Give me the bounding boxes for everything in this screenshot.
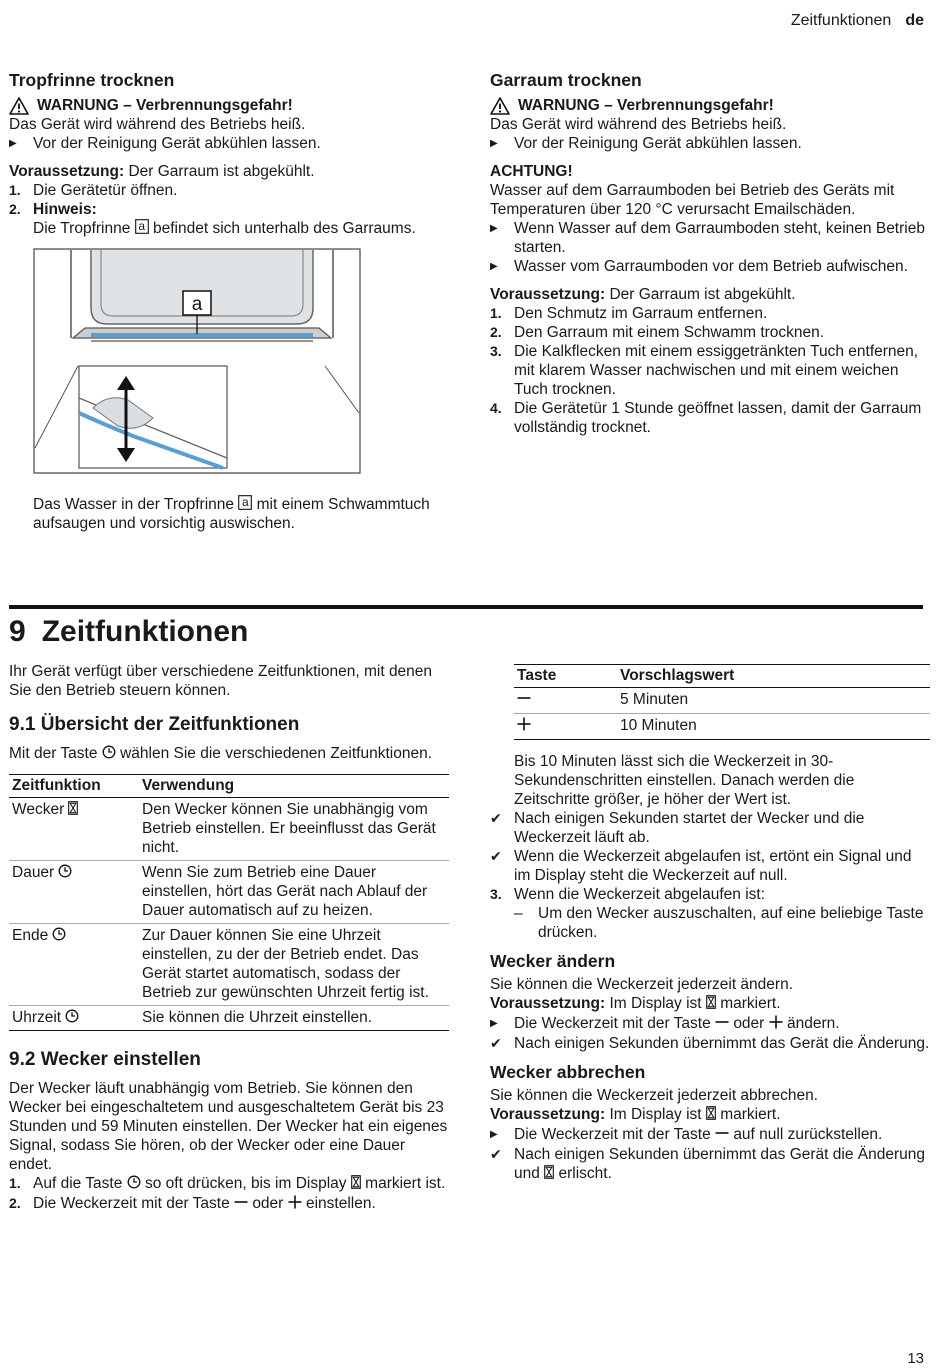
increment-note: Bis 10 Minuten lässt sich die Weckerzeit in 30-Sekundenschritten einstellen. Danach werden die Zeitschritte größer, je höher der Wert ist. <box>514 753 855 808</box>
cancel-result: ✔ Nach einigen Sekunden übernimmt das Gerät die Änderung und erlischt. <box>490 1146 926 1182</box>
table-header: Verwendung <box>139 775 449 798</box>
section-tropfrinne <box>9 70 439 533</box>
garraum-title: Garraum trocknen <box>490 70 642 90</box>
prerequisite: Voraussetzung: Der Garraum ist abgekühlt. <box>490 286 796 303</box>
warning-label: WARNUNG – Verbrennungsgefahr! <box>37 97 293 114</box>
bullet-arrow-icon: ▶ <box>490 1129 498 1140</box>
tropfrinne-title: Tropfrinne trocknen <box>9 70 175 90</box>
bullet-arrow-icon: ▶ <box>490 1018 498 1029</box>
step-2: 2. Die Weckerzeit mit der Taste oder einstellen. <box>9 1195 376 1212</box>
step-3: 3. Wenn die Weckerzeit abgelaufen ist: <box>490 886 766 903</box>
clock-icon <box>52 927 66 941</box>
warning-triangle-icon <box>490 97 510 115</box>
prerequisite: Voraussetzung: Der Garraum ist abgekühlt. <box>9 163 315 180</box>
step-2: 2. Hinweis: Die Tropfrinne a befindet sich unterhalb des Garraums. <box>9 201 416 237</box>
chapter-rule <box>9 605 923 609</box>
bullet-arrow-icon: ▶ <box>490 261 498 272</box>
step-3-substep: – Um den Wecker auszuschalten, auf eine beliebige Taste drücken. <box>514 905 924 941</box>
step-1: 1. Auf die Taste so oft drücken, bis im Display markiert ist. <box>9 1175 446 1192</box>
checkmark-icon: ✔ <box>490 810 502 826</box>
warning-heading <box>490 96 930 115</box>
marker-a-icon: a <box>135 219 149 234</box>
warning-text: Das Gerät wird während des Betriebs heiß. <box>490 116 787 133</box>
warning-text: Das Gerät wird während des Betriebs heiß. <box>9 116 306 133</box>
plus-icon <box>288 1195 302 1214</box>
plus-icon <box>517 717 531 736</box>
hourglass-icon <box>706 995 716 1014</box>
achtung-bullet-1: ▶ Wenn Wasser auf dem Garraumboden steht, keinen Betrieb starten. <box>490 220 925 256</box>
achtung-label: ACHTUNG! <box>490 163 573 180</box>
table-row: Dauer Wenn Sie zum Betrieb eine Dauer einstellen, hört das Gerät nach Ablauf der Dauer automatisch auf zu heizen. <box>9 861 449 924</box>
result-1: ✔ Nach einigen Sekunden startet der Wecker und die Weckerzeit läuft ab. <box>490 810 865 846</box>
warning-bullet: ▶ Vor der Reinigung Gerät abkühlen lassen. <box>9 135 321 152</box>
hourglass-icon <box>68 801 78 815</box>
table-row: 5 Minuten <box>514 688 930 714</box>
plus-icon <box>769 1015 783 1034</box>
section-9-2-text: Der Wecker läuft unabhängig vom Betrieb. Sie können den Wecker bei eingeschaltetem und ausgeschaltetem Gerät bis 23 Stunden und 59 Minuten einstellen. Der Wecker hat ein eigenes Signal, sodass Sie hören, ob der Wecker oder eine Dauer endet. <box>9 1080 448 1173</box>
step-4: 4. Die Gerätetür 1 Stunde geöffnet lassen, damit der Garraum vollständig trocknet. <box>490 400 922 436</box>
result-2: ✔ Wenn die Weckerzeit abgelaufen ist, ertönt ein Signal und im Display steht die Weckerzeit auf null. <box>490 848 912 884</box>
table-row: Uhrzeit Sie können die Uhrzeit einstellen. <box>9 1006 449 1031</box>
section-9-1-text: Mit der Taste wählen Sie die verschiedenen Zeitfunktionen. <box>9 745 433 762</box>
marker-a-icon: a <box>238 495 252 510</box>
minus-icon <box>715 1126 729 1145</box>
section-garraum <box>490 70 930 437</box>
step-2: 2. Den Garraum mit einem Schwamm trocknen. <box>490 324 825 341</box>
section-zeitfunktionen-left <box>9 662 449 1214</box>
clock-icon <box>65 1009 79 1023</box>
warning-bullet: ▶ Vor der Reinigung Gerät abkühlen lassen. <box>490 135 802 152</box>
change-result: ✔ Nach einigen Sekunden übernimmt das Gerät die Änderung. <box>490 1035 930 1052</box>
time-functions-table <box>9 774 449 1031</box>
header-section: Zeitfunktionen <box>790 12 892 29</box>
warning-triangle-icon <box>9 97 29 115</box>
cancel-instruction: ▶ Die Weckerzeit mit der Taste auf null zurückstellen. <box>490 1126 883 1143</box>
wecker-aendern-title: Wecker ändern <box>490 951 616 971</box>
bullet-arrow-icon: ▶ <box>490 138 498 149</box>
prerequisite: Voraussetzung: Im Display ist markiert. <box>490 1106 781 1123</box>
table-header: Vorschlagswert <box>617 665 930 688</box>
step-3: 3. Die Kalkflecken mit einem essiggetränkten Tuch entfernen, mit klarem Wasser nachwischen und mit einem weichen Tuch trocknen. <box>490 343 919 398</box>
achtung-bullet-2: ▶ Wasser vom Garraumboden vor dem Betrieb aufwischen. <box>490 258 908 275</box>
hourglass-icon <box>544 1165 554 1184</box>
table-row: 10 Minuten <box>514 714 930 740</box>
table-header: Zeitfunktion <box>9 775 139 798</box>
step-1: 1. Den Schmutz im Garraum entfernen. <box>490 305 768 322</box>
figure-label-a: a <box>191 294 203 315</box>
clock-icon <box>58 864 72 878</box>
step-1: 1. Die Gerätetür öffnen. <box>9 182 178 199</box>
prerequisite: Voraussetzung: Im Display ist markiert. <box>490 995 781 1012</box>
table-row: Ende Zur Dauer können Sie eine Uhrzeit einstellen, zu der der Betrieb endet. Das Gerät startet automatisch, sodass der Betrieb zur gewünschten Uhrzeit fertig ist. <box>9 924 449 1006</box>
oven-drip-tray-illustration <box>33 248 361 474</box>
checkmark-icon: ✔ <box>490 1035 502 1051</box>
clock-icon <box>127 1175 141 1194</box>
warning-label: WARNUNG – Verbrennungsgefahr! <box>518 97 774 114</box>
page-number: 13 <box>907 1350 924 1367</box>
drip-tray-instruction: Das Wasser in der Tropfrinne a mit einem Schwammtuch aufsaugen und vorsichtig auswischen. <box>33 495 430 532</box>
bullet-arrow-icon: ▶ <box>490 223 498 234</box>
checkmark-icon: ✔ <box>490 848 502 864</box>
achtung-text: Wasser auf dem Garraumboden bei Betrieb des Geräts mit Temperaturen über 120 °C verursacht Emailschäden. <box>490 182 895 218</box>
wecker-abbrechen-text: Sie können die Weckerzeit jederzeit abbrechen. <box>490 1087 818 1104</box>
section-9-1-title: 9.1 Übersicht der Zeitfunktionen <box>9 714 300 735</box>
header-language: de <box>905 12 924 29</box>
chapter-intro: Ihr Gerät verfügt über verschiedene Zeitfunktionen, mit denen Sie den Betrieb steuern können. <box>9 663 433 699</box>
clock-icon <box>102 745 116 764</box>
hourglass-icon <box>351 1175 361 1194</box>
table-header: Taste <box>514 665 617 688</box>
default-values-table <box>514 664 930 740</box>
chapter-title: 9 Zeitfunktionen <box>9 615 249 648</box>
bullet-arrow-icon: ▶ <box>9 138 17 149</box>
table-row: Wecker Den Wecker können Sie unabhängig vom Betrieb einstellen. Er beeinflusst das Gerät nicht. <box>9 798 449 861</box>
warning-heading <box>9 96 439 115</box>
minus-icon <box>715 1015 729 1034</box>
section-zeitfunktionen-right <box>490 664 930 1184</box>
minus-icon <box>234 1195 248 1214</box>
checkmark-icon: ✔ <box>490 1146 502 1162</box>
section-9-2-title: 9.2 Wecker einstellen <box>9 1049 201 1070</box>
minus-icon <box>517 691 531 710</box>
wecker-aendern-text: Sie können die Weckerzeit jederzeit ändern. <box>490 976 793 993</box>
hourglass-icon <box>706 1106 716 1125</box>
wecker-abbrechen-title: Wecker abbrechen <box>490 1062 646 1082</box>
change-instruction: ▶ Die Weckerzeit mit der Taste oder ändern. <box>490 1015 840 1032</box>
running-header <box>791 11 924 30</box>
